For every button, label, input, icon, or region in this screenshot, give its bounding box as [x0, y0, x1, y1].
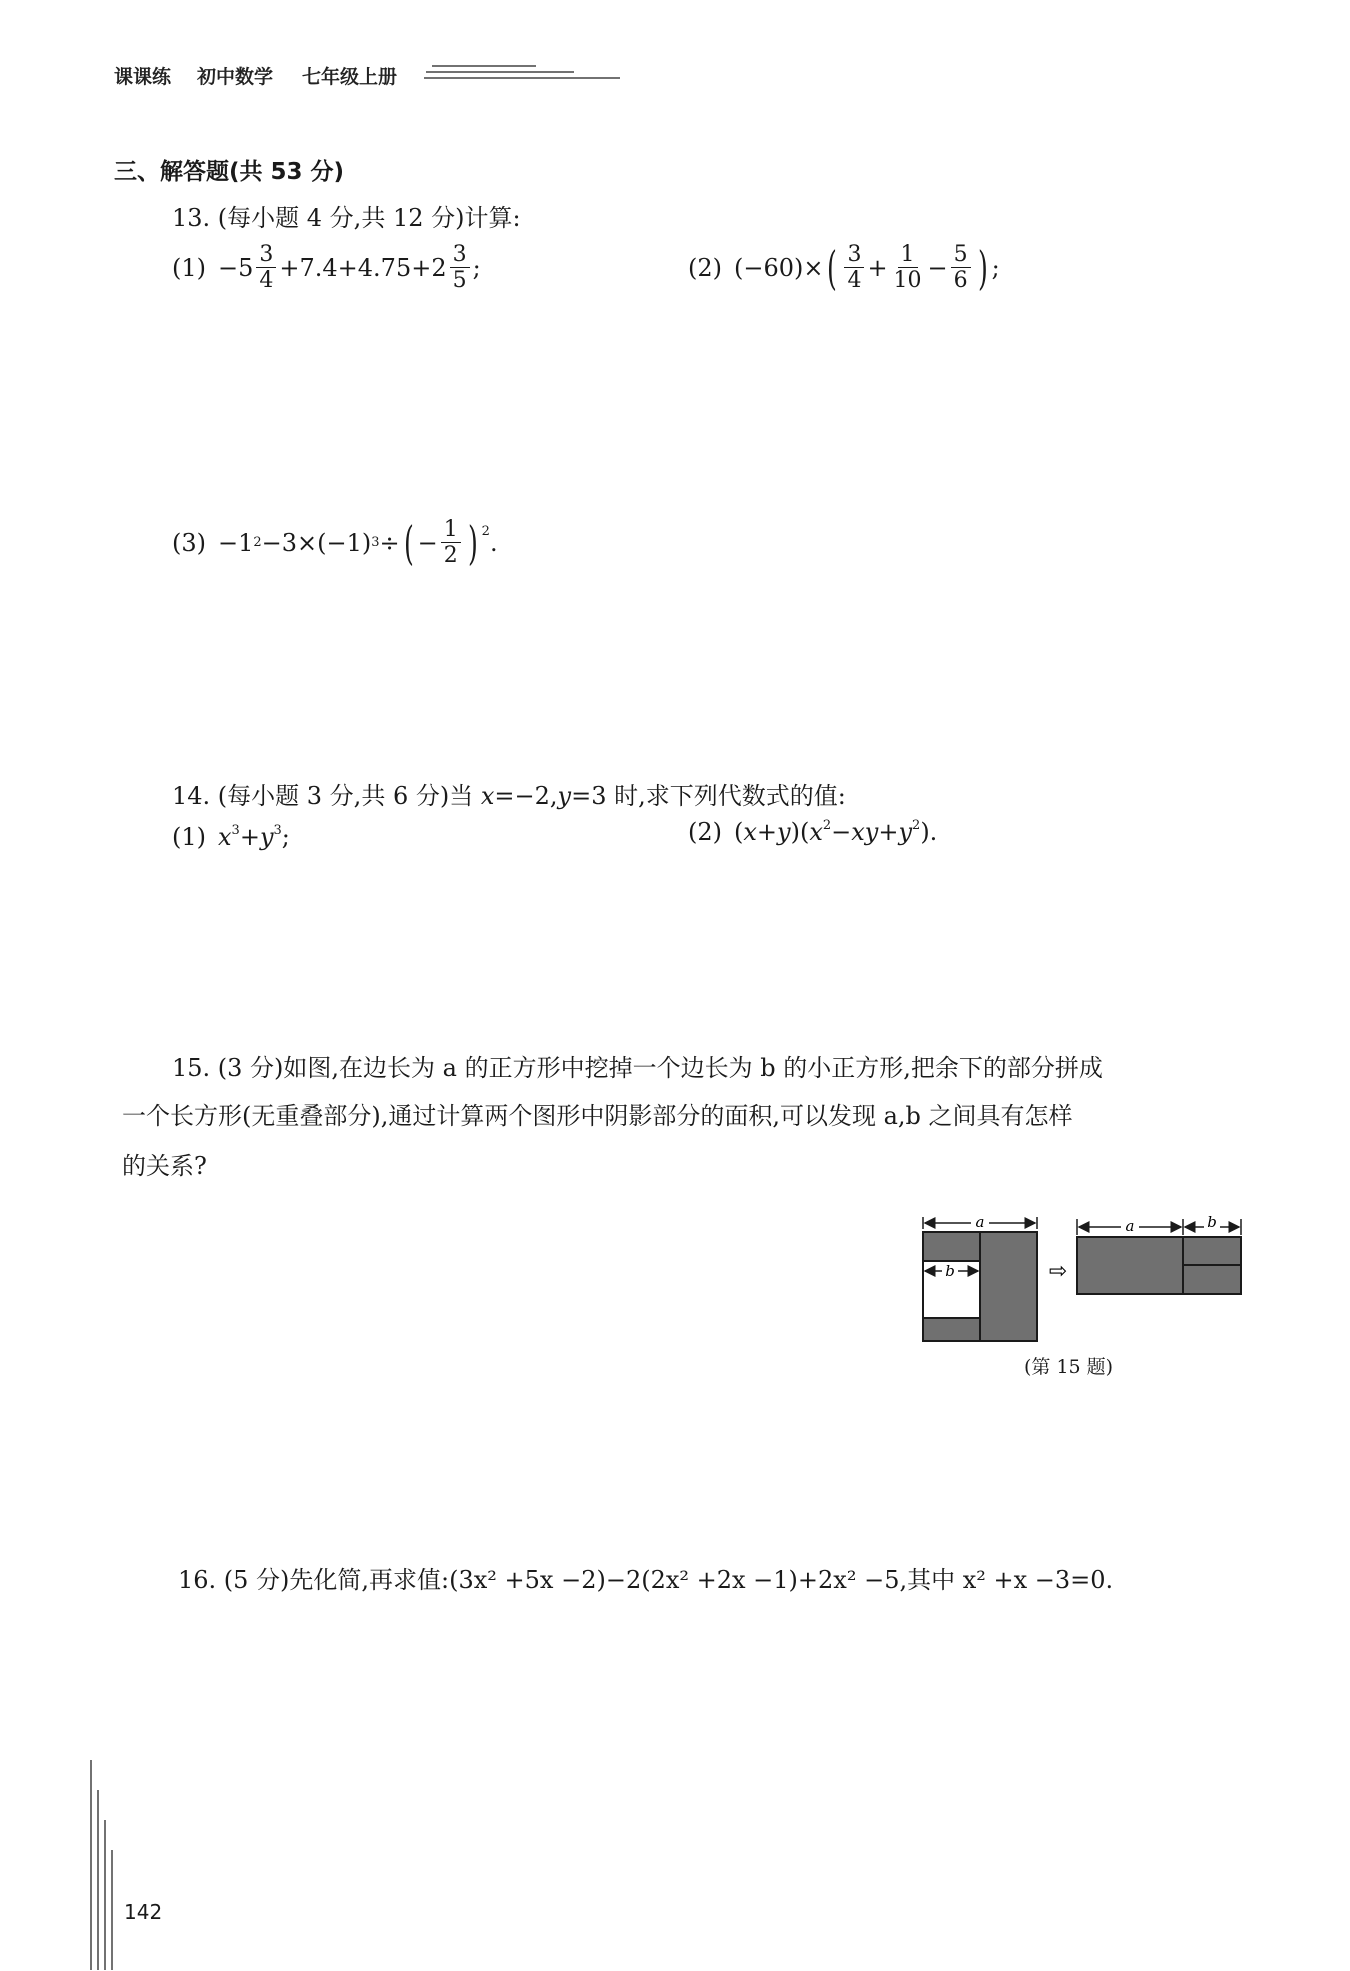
- q13-p3-label: (3): [172, 528, 206, 557]
- rearranged-rectangle: [1077, 1213, 1241, 1294]
- label-a: a: [1125, 1217, 1135, 1235]
- q13-p3-term: −3×(−1): [261, 528, 372, 557]
- book-subject: 初中数学: [197, 66, 274, 88]
- q13-p1-label: (1): [172, 253, 206, 282]
- q13-part2: [688, 240, 1000, 295]
- label-b: b: [945, 1262, 955, 1280]
- square-with-hole: [923, 1213, 1037, 1341]
- fraction: $\frac{1}{2}$: [441, 518, 461, 567]
- q14-part2: (2) $(x+y)(x^2-xy+y^2)$.: [688, 818, 938, 846]
- operator: −: [927, 253, 948, 282]
- q13-p1-term: +7.4+4.75+2: [279, 253, 447, 282]
- label-a: a: [975, 1213, 985, 1231]
- q15-line3: 的关系?: [122, 1152, 207, 1180]
- fraction: $\frac{5}{6}$: [951, 243, 971, 292]
- transform-arrow: ⇨: [1048, 1259, 1068, 1284]
- label-b: b: [1207, 1213, 1217, 1231]
- fraction: $\frac{3}{4}$: [844, 243, 864, 292]
- q13-part1: [172, 243, 481, 292]
- q13-p2-term: (−60)×: [734, 253, 824, 282]
- fraction: $\frac{3}{5}$: [450, 243, 470, 292]
- q13-p2-label: (2): [688, 253, 722, 282]
- q15-line2: 一个长方形(无重叠部分),通过计算两个图形中阴影部分的面积,可以发现 a,b 之间具有怎样: [122, 1102, 1073, 1130]
- left-paren: (: [827, 240, 838, 295]
- operator: ÷: [379, 528, 400, 557]
- left-paren: (: [403, 515, 414, 570]
- header-rule-lines: [424, 62, 624, 86]
- q13-stem: 13. (每小题 4 分,共 12 分)计算:: [172, 204, 521, 232]
- q13-p3-term: −1: [218, 528, 254, 557]
- q13-p1-end: ;: [472, 253, 481, 282]
- q16-text: 16. (5 分)先化简,再求值:(3x² +5x −2)−2(2x² +2x −1)+2x² −5,其中 x² +x −3=0.: [178, 1566, 1114, 1594]
- q14-stem: 14. (每小题 3 分,共 6 分)当 x=−2,y=3 时,求下列代数式的值:: [172, 782, 846, 810]
- right-paren: ): [467, 515, 478, 570]
- q15-figure: [915, 1205, 1245, 1345]
- fraction: $\frac{3}{4}$: [256, 243, 276, 292]
- figure-caption: (第 15 题): [1024, 1356, 1114, 1378]
- book-grade: 七年级上册: [302, 66, 398, 88]
- q13-part3: (3) −1 2 −3×(−1) 3 ÷ ( − $\frac{1}{2}$ ) 2 .: [172, 515, 498, 570]
- page-number: 142: [124, 1900, 163, 1924]
- exponent: 2: [481, 524, 490, 539]
- q14-part1: (1) $x^3+y^3$;: [172, 823, 290, 851]
- q13-p3-end: .: [489, 528, 498, 557]
- operator: −: [417, 528, 438, 557]
- right-paren: ): [977, 240, 988, 295]
- fraction: $\frac{1}{10}$: [893, 242, 922, 294]
- section-title: 三、解答题(共 53 分): [114, 159, 345, 185]
- book-series: 课课练: [114, 66, 172, 88]
- q15-line1: 15. (3 分)如图,在边长为 a 的正方形中挖掉一个边长为 b 的小正方形,把余下的部分拼成: [172, 1054, 1103, 1082]
- q13-p2-end: ;: [991, 253, 1000, 282]
- operator: +: [867, 253, 888, 282]
- margin-bars: [88, 1760, 118, 1970]
- q13-p1-term: −5: [218, 253, 254, 282]
